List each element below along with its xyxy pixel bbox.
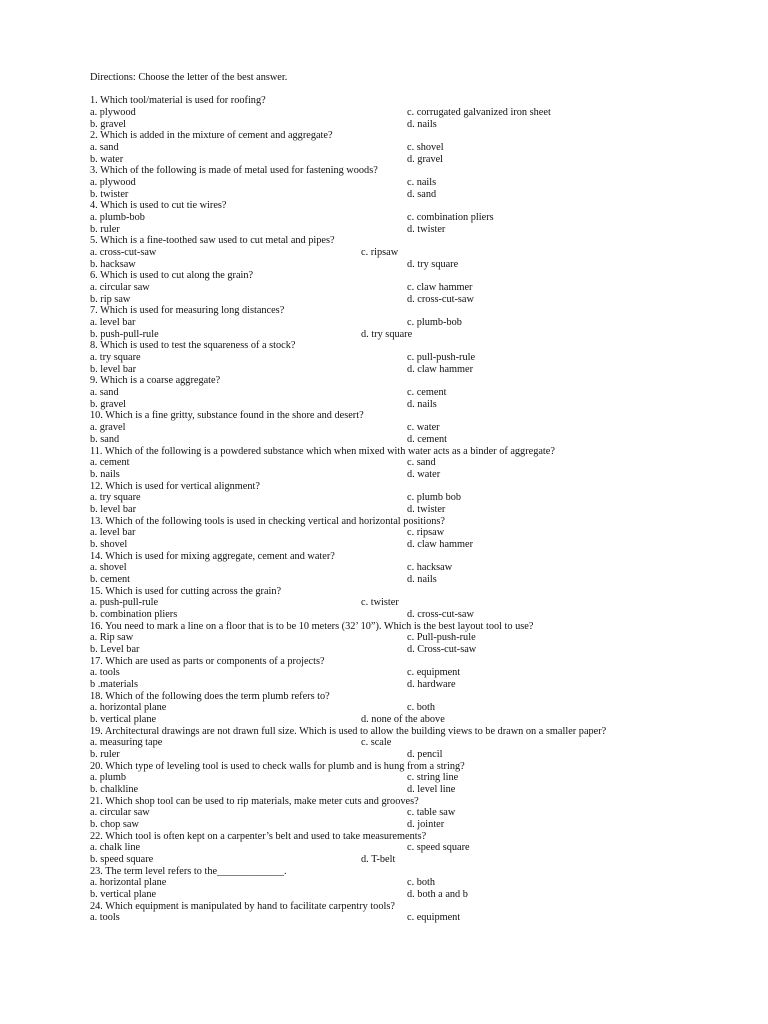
choice-c: c. equipment bbox=[407, 912, 461, 924]
choice-d: d. both a and b bbox=[407, 889, 468, 901]
choice-d: d. gravel bbox=[407, 153, 444, 165]
question-text: 13. Which of the following tools is used in checking vertical and horizontal positions? bbox=[90, 515, 445, 527]
choice-row bbox=[90, 294, 678, 306]
choice-row bbox=[90, 737, 678, 749]
choice-d: d. nails bbox=[407, 398, 437, 410]
choice-row bbox=[90, 574, 678, 586]
choice-a: a. push-pull-rule bbox=[90, 597, 159, 609]
choice-b: b. shovel bbox=[90, 538, 128, 550]
choice-row bbox=[90, 492, 678, 504]
question-text: 4. Which is used to cut tie wires? bbox=[90, 200, 227, 212]
choice-b: b. level bar bbox=[90, 363, 137, 375]
choice-d: d. try square bbox=[361, 328, 413, 340]
choice-c: c. corrugated galvanized iron sheet bbox=[407, 107, 551, 119]
question-text: 9. Which is a coarse aggregate? bbox=[90, 375, 221, 387]
choice-row bbox=[90, 807, 678, 819]
choice-row bbox=[90, 259, 678, 271]
question-text: 12. Which is used for vertical alignment? bbox=[90, 480, 260, 492]
choice-d: d. claw hammer bbox=[407, 363, 474, 375]
choice-a: a. horizontal plane bbox=[90, 877, 167, 889]
choice-c: c. plumb bob bbox=[407, 492, 462, 504]
choice-b: b. level bar bbox=[90, 503, 137, 515]
choice-b: b. chalkline bbox=[90, 784, 139, 795]
choice-d: d. pencil bbox=[407, 748, 443, 760]
question-text: 14. Which is used for mixing aggregate, cement and water? bbox=[90, 550, 335, 562]
choice-row bbox=[90, 434, 678, 446]
choice-c: c. ripsaw bbox=[407, 527, 445, 539]
question-text: 7. Which is used for measuring long distances? bbox=[90, 305, 285, 317]
choice-c: c. ripsaw bbox=[361, 247, 399, 259]
choice-row bbox=[90, 842, 678, 854]
choice-row bbox=[90, 632, 678, 644]
choice-a: a. tools bbox=[90, 912, 120, 924]
choice-a: a. horizontal plane bbox=[90, 702, 167, 714]
choice-row bbox=[90, 644, 678, 656]
question-text: 19. Architectural drawings are not drawn full size. Which is used to allow the building views to be drawn on a smaller paper? bbox=[90, 725, 607, 737]
choice-c: c. nails bbox=[407, 177, 437, 189]
choice-d: d. nails bbox=[407, 118, 437, 130]
question-text: 10. Which is a fine gritty, substance found in the shore and desert? bbox=[90, 410, 364, 422]
choice-a: a. cement bbox=[90, 457, 130, 469]
choice-row bbox=[90, 189, 678, 201]
choice-row bbox=[90, 142, 678, 154]
choice-row bbox=[90, 597, 678, 609]
choice-row bbox=[90, 177, 678, 189]
choice-d: d. T-belt bbox=[361, 854, 396, 866]
choice-d: d. none of the above bbox=[361, 713, 445, 725]
question-text: 22. Which tool is often kept on a carpenter’s belt and used to take measurements? bbox=[90, 830, 427, 842]
choice-b: b. chop saw bbox=[90, 819, 139, 831]
choice-a: a. sand bbox=[90, 142, 119, 154]
choice-row bbox=[90, 749, 678, 761]
choice-b: b. hacksaw bbox=[90, 258, 136, 270]
choice-row bbox=[90, 224, 678, 236]
choice-a: a. circular saw bbox=[90, 282, 150, 294]
choice-a: a. chalk line bbox=[90, 842, 141, 854]
choice-c: c. both bbox=[407, 702, 436, 714]
choice-row bbox=[90, 247, 678, 259]
choice-row bbox=[90, 772, 678, 784]
choice-b: b. twister bbox=[90, 188, 129, 200]
choice-c: c. cement bbox=[407, 387, 447, 399]
choice-b: b. rip saw bbox=[90, 293, 131, 305]
choice-row bbox=[90, 527, 678, 539]
choice-a: a. level bar bbox=[90, 317, 136, 329]
choice-c: c. combination pliers bbox=[407, 212, 494, 224]
question-text: 15. Which is used for cutting across the grain? bbox=[90, 585, 282, 597]
choice-row bbox=[90, 212, 678, 224]
choice-d: d. sand bbox=[407, 188, 437, 200]
choice-row bbox=[90, 912, 678, 924]
choice-c: c. table saw bbox=[407, 807, 456, 819]
choice-b: b. vertical plane bbox=[90, 889, 157, 901]
choice-d: d. cross-cut-saw bbox=[407, 608, 474, 620]
choice-b: b. ruler bbox=[90, 223, 120, 235]
choice-row bbox=[90, 107, 678, 119]
choice-b: b. nails bbox=[90, 468, 120, 480]
choice-row bbox=[90, 714, 678, 726]
choice-row bbox=[90, 154, 678, 166]
choice-row bbox=[90, 889, 678, 901]
choice-d: d. try square bbox=[407, 258, 459, 270]
choice-c: c. speed square bbox=[407, 842, 470, 854]
choice-a: a. plumb-bob bbox=[90, 212, 145, 224]
choice-row bbox=[90, 854, 678, 866]
choice-b: b. sand bbox=[90, 433, 120, 445]
choice-b: b. water bbox=[90, 153, 124, 165]
choice-c: c. scale bbox=[361, 737, 392, 749]
choice-row bbox=[90, 562, 678, 574]
choice-row bbox=[90, 667, 678, 679]
choice-c: c. both bbox=[407, 877, 436, 889]
choice-a: a. gravel bbox=[90, 422, 126, 434]
choice-b: b .materials bbox=[90, 678, 139, 690]
choice-row bbox=[90, 819, 678, 831]
choice-c: c. twister bbox=[361, 597, 399, 609]
choice-row bbox=[90, 469, 678, 481]
choice-row bbox=[90, 119, 678, 131]
choice-c: c. string line bbox=[407, 772, 459, 784]
question-text: 5. Which is a fine-toothed saw used to cut metal and pipes? bbox=[90, 235, 335, 247]
question-text: 16. You need to mark a line on a floor that is to be 10 meters (32’ 10”). Which is the best layout tool to use? bbox=[90, 620, 534, 632]
choice-c: c. plumb-bob bbox=[407, 317, 462, 329]
choice-d: d. level line bbox=[407, 784, 456, 795]
choice-d: d. claw hammer bbox=[407, 538, 474, 550]
choice-d: d. water bbox=[407, 468, 441, 480]
choice-d: d. hardware bbox=[407, 678, 456, 690]
directions: Directions: Choose the letter of the best answer. bbox=[90, 72, 288, 83]
choice-row bbox=[90, 329, 678, 341]
choice-a: a. level bar bbox=[90, 527, 136, 539]
choice-c: c. shovel bbox=[407, 142, 444, 154]
choice-c: c. hacksaw bbox=[407, 562, 453, 574]
choice-row bbox=[90, 679, 678, 691]
choice-c: c. claw hammer bbox=[407, 282, 473, 294]
choice-b: b. ruler bbox=[90, 748, 120, 760]
choice-d: d. twister bbox=[407, 223, 446, 235]
choice-row bbox=[90, 364, 678, 376]
choice-a: a. measuring tape bbox=[90, 737, 163, 749]
question-text: 3. Which of the following is made of metal used for fastening woods? bbox=[90, 165, 378, 177]
choice-a: a. try square bbox=[90, 492, 141, 504]
choice-a: a. plywood bbox=[90, 177, 136, 189]
question-text: 21. Which shop tool can be used to rip materials, make meter cuts and grooves? bbox=[90, 795, 419, 807]
question-text: 20. Which type of leveling tool is used to check walls for plumb and is hung from a string? bbox=[90, 760, 465, 772]
question-text: 6. Which is used to cut along the grain? bbox=[90, 270, 254, 282]
choice-row bbox=[90, 504, 678, 516]
choice-d: d. cross-cut-saw bbox=[407, 293, 474, 305]
choice-b: b. gravel bbox=[90, 398, 127, 410]
choice-b: b. cement bbox=[90, 573, 131, 585]
choice-c: c. sand bbox=[407, 457, 436, 469]
choice-d: d. cement bbox=[407, 433, 448, 445]
choice-b: b. gravel bbox=[90, 118, 127, 130]
choice-a: a. try square bbox=[90, 352, 141, 364]
choice-a: a. Rip saw bbox=[90, 632, 134, 644]
document-page bbox=[90, 72, 678, 924]
question-text: 18. Which of the following does the term plumb refers to? bbox=[90, 690, 330, 702]
question-text: 2. Which is added in the mixture of cement and aggregate? bbox=[90, 130, 333, 142]
choice-row bbox=[90, 457, 678, 469]
choice-a: a. tools bbox=[90, 667, 120, 679]
choice-b: b. combination pliers bbox=[90, 608, 178, 620]
choice-a: a. cross-cut-saw bbox=[90, 247, 157, 259]
choice-row bbox=[90, 784, 678, 796]
spacer bbox=[90, 84, 678, 96]
choice-b: b. Level bar bbox=[90, 643, 140, 655]
question-text: 1. Which tool/material is used for roofing? bbox=[90, 95, 266, 107]
choice-row bbox=[90, 399, 678, 411]
choice-a: a. shovel bbox=[90, 562, 127, 574]
question-text: 11. Which of the following is a powdered substance which when mixed with water acts as a binder of aggregate? bbox=[90, 445, 555, 457]
question-text: 8. Which is used to test the squareness of a stock? bbox=[90, 340, 296, 352]
choice-c: c. equipment bbox=[407, 667, 461, 679]
choice-row bbox=[90, 609, 678, 621]
choice-row bbox=[90, 387, 678, 399]
choice-a: a. plywood bbox=[90, 107, 136, 119]
choice-row bbox=[90, 702, 678, 714]
choice-row bbox=[90, 282, 678, 294]
choice-row bbox=[90, 877, 678, 889]
question-text: 24. Which equipment is manipulated by hand to facilitate carpentry tools? bbox=[90, 900, 395, 912]
choice-d: d. jointer bbox=[407, 819, 445, 831]
choice-b: b. vertical plane bbox=[90, 713, 157, 725]
choice-c: c. Pull-push-rule bbox=[407, 632, 476, 644]
question-text: 17. Which are used as parts or components of a projects? bbox=[90, 655, 325, 667]
question-text: 23. The term level refers to the_____________. bbox=[90, 865, 287, 877]
choice-row bbox=[90, 352, 678, 364]
choice-row bbox=[90, 539, 678, 551]
choice-c: c. water bbox=[407, 422, 440, 434]
choice-d: d. nails bbox=[407, 573, 437, 585]
choice-a: a. circular saw bbox=[90, 807, 150, 819]
choice-row bbox=[90, 422, 678, 434]
choice-b: b. push-pull-rule bbox=[90, 328, 159, 340]
choice-b: b. speed square bbox=[90, 854, 154, 866]
choice-a: a. plumb bbox=[90, 772, 127, 784]
choice-c: c. pull-push-rule bbox=[407, 352, 476, 364]
choice-d: d. twister bbox=[407, 503, 446, 515]
choice-d: d. Cross-cut-saw bbox=[407, 643, 477, 655]
choice-a: a. sand bbox=[90, 387, 119, 399]
choice-row bbox=[90, 317, 678, 329]
question-list bbox=[90, 95, 678, 924]
